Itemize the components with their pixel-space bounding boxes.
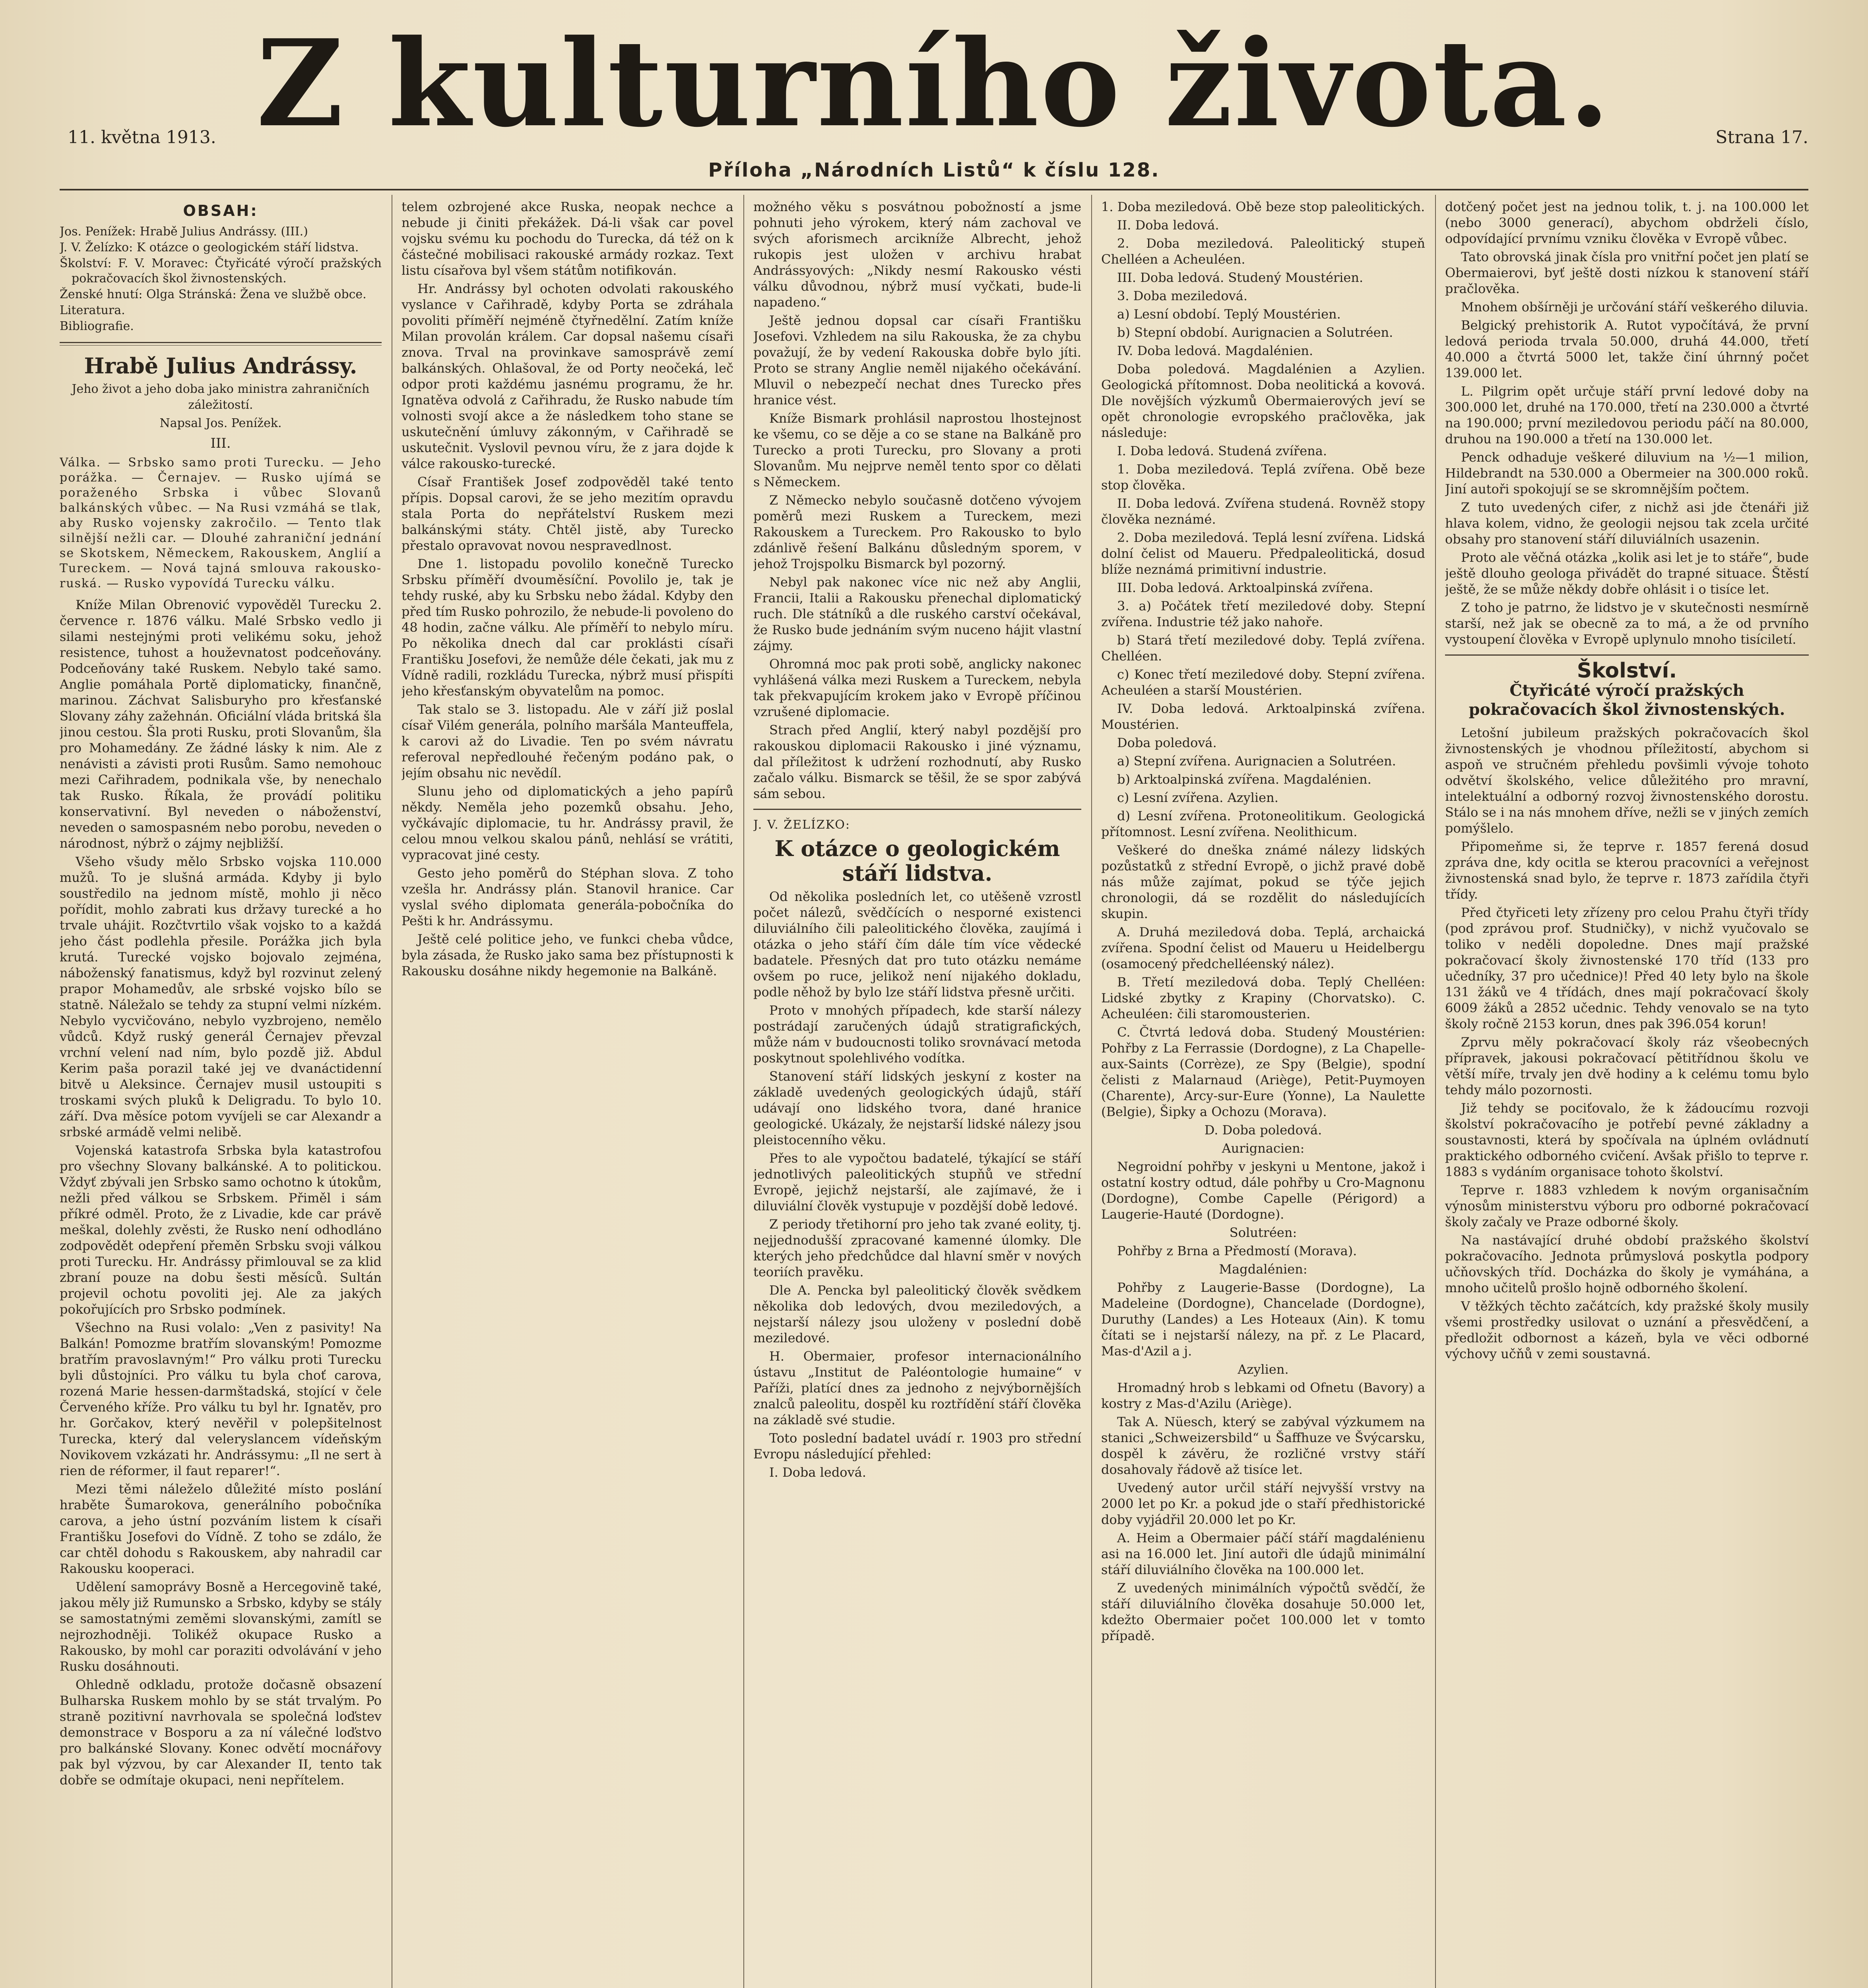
list-item: C. Čtvrtá ledová doba. Studený Moustérien: Pohřby z La Ferrassie (Dordogne), z La Chapelle-aux-Saints (Corrèze), ze Spy (Belgie), spodní čelisti z Malarnaud (Ariège), Petit-Puymoyen (Charente), Arcy-sur-Eure (Yonne), La Naulette (Belgie), Šipky a Ochozu (Morava).: [1101, 1025, 1425, 1119]
list-item: Magdalénien:: [1219, 1262, 1307, 1277]
article-paragraph: telem ozbrojené akce Ruska, neopak nechce a nebude ji činiti překážek. Dá-li však car povel vojsku svému ku pochodu do Turecka, dá též on k částečné mobilisaci rakouské armády rozkaz. Text listu císařova byl všem státům notifikován.: [402, 199, 733, 278]
list-item: Uvedený autor určil stáří nejvyšší vrstvy na 2000 let po Kr. a pokud jde o staří předhistorické doby vyjádřil 20.000 let po Kr.: [1101, 1480, 1425, 1527]
article-subtitle: Jeho život a jeho doba jako ministra zahraničních záležitostí.: [72, 382, 370, 412]
article-paragraph: Slunu jeho od diplomatických a jeho papírů někdy. Neměla jeho pozemků obsahu. Jeho, vyčkávajíc diplomacie, tu hr. Andrássy pravil, že celou mnou velkou skalou pánů, nehlásí se vrátiti, vypracovat jiné cesty.: [402, 784, 733, 862]
column-3: [753, 199, 1081, 1988]
article-paragraph: Kníže Milan Obrenović vypověděl Turecku 2. července r. 1876 válku. Malé Srbsko vedlo ji silami nestejnými proti velikému soku, jehož resistence, tuhost a houževnatost podceňovány. Podceňovány také Ruskem. Nebylo také samo. Anglie pomáhala Portě diplomaticky, finančně, marinou. Záchvat Salisburyho pro křesťanské Slovany záhy zažehnán. Oficiální vláda britská šla jinou cestou. Šla proti Rusku, proti Slovanům, šla pro Mohamedány. Ze žádné lásky k nim. Ale z nenávisti a závisti proti Rusům. Samo nemohouc mezi Cařihradem, podnikala vše, by nenechalo tak Rusko. Říkala, že provádí politiku konservativní. Byl neveden o náboženství, neveden o samospasném nebo porobu, neveden o národnost, nýbrž o zájmy nejbližší.: [60, 597, 382, 851]
list-item: 2. Doba meziledová. Teplá lesní zvířena. Lidská dolní čelist od Maueru. Předpaleolitická, dosud blíže neznámá primitivní industrie.: [1101, 530, 1425, 577]
list-item: III. Doba ledová. Studený Moustérien.: [1117, 270, 1364, 285]
contents-list: [60, 224, 382, 334]
page-title: Z kulturního života.: [256, 13, 1612, 153]
article-title: Čtyřicáté výročí pražských pokračovacích škol živnostenských.: [1468, 681, 1785, 719]
article-paragraph: Dle A. Pencka byl paleolitický člověk svědkem několika dob ledových, dvou meziledových, a nejstarší nálezy jsou uloženy v poslední době meziledové.: [753, 1283, 1081, 1345]
article-paragraph: Stanovení stáří lidských jeskyní z koster na základě uvedených geologických údajů, stáří udávají ono lidského tvora, dané hranice geologické. Ukázaly, že nejstarší lidské nálezy jsou pleistocenního věku.: [753, 1069, 1081, 1147]
column-divider: [743, 195, 744, 1988]
list-item: 1. Doba meziledová. Teplá zvířena. Obě beze stop člověka.: [1101, 462, 1425, 493]
contents-heading: OBSAH:: [183, 202, 258, 219]
article-paragraph: Gesto jeho poměrů do Stéphan slova. Z toho vzešla hr. Andrássy plán. Stanovil hranice. Car vyslal svého diplomata generála-pobočníka do Pešti k hr. Andrássymu.: [402, 866, 733, 928]
list-item: a) Lesní období. Teplý Moustérien.: [1117, 307, 1341, 322]
article-byline: Napsal Jos. Penížek.: [159, 416, 282, 430]
article-paragraph: L. Pilgrim opět určuje stáří první ledové doby na 300.000 let, druhé na 170.000, třetí na 230.000 a čtvrté na 190.000; první meziledovou periodu páčí na 80.000, druhou na 190.000 a třetí na 130.000 let.: [1445, 384, 1809, 447]
list-item: c) Konec třetí meziledové doby. Stepní zvířena. Acheuléen a starší Moustérien.: [1101, 667, 1425, 698]
contents-item: Bibliografie.: [60, 319, 134, 333]
article-paragraph: Před čtyřiceti lety zřízeny pro celou Prahu čtyři třídy (pod zprávou prof. Studničky), v nichž vyučovalo se toliko v neděli dopoledne. Dnes mají pražské pokračovací školy živnostenské 170 tříd (133 pro učedníky, 37 pro učednice)! Před 40 lety bylo na škole 131 žáků ve 4 třídách, dnes mají pokračovací školy 6009 žáků a 2852 učednic. Tehdy venovalo se na tyto školy ročně 2153 korun, dnes pak 396.054 korun!: [1445, 905, 1809, 1031]
section-rule: [60, 342, 382, 346]
article-paragraph: Hr. Andrássy byl ochoten odvolati rakouského vyslance v Cařihradě, kdyby Porta se zdráhala povoliti příměří nejméně čtyřnedělní. Zatím kníže Milan provolán králem. Car dopsal našemu císaři znova. Trval na provinkave samosprávě zemí balkánských. Ohlašoval, že od Porty neočeká, leč odpor proti každému jasnému programu, že hr. Ignatěva odvolá z Cařihradu, že Rusko nabude tím volnosti svojí akce a že následkem toho stane se uskutečnění úmluvy zákonným, v Cařihradě se uskutečnit. Vyslovil pevnou víru, že z jara dojde k válce rakousko-turecké.: [402, 281, 733, 471]
section-title: Školství.: [1577, 659, 1677, 683]
list-item: I. Doba ledová. Studená zvířena.: [1117, 443, 1327, 458]
list-item: II. Doba ledová.: [1117, 217, 1219, 233]
list-item: Veškeré do dneška známé nálezy lidských pozůstatků z střední Evropě, o jichž pravé době nás může zajímat, pokud se týče jejich chronologii, dá se rozdělit do následujících skupin.: [1101, 843, 1425, 921]
article-paragraph: V těžkých těchto začátcích, kdy pražské školy musily všemi prostředky usilovat o uznání a přesvědčení, a předložit odbornost a kázeň, byla ve věci odborné výchovy učňů v zemi soustavná.: [1445, 1299, 1809, 1361]
list-item: 1. Doba meziledová. Obě beze stop paleolitických.: [1101, 199, 1425, 214]
article-paragraph: Udělení samoprávy Bosně a Hercegovině také, jakou měly již Rumunsko a Srbsko, kdyby se stály se samostatnými zeměmi slovanskými, zamítl se nejrozhodněji. Tolikéž okupace Rusko a Rakousko, by mohl car poraziti odvolávání v jeho Rusku dosáhnouti.: [60, 1579, 382, 1674]
article-paragraph: Tato obrovská jinak čísla pro vnitřní počet jen platí se Obermaierovi, byť ještě dosti nízkou k stanovení stáří pračlověka.: [1445, 249, 1809, 296]
article-paragraph: Z periody třetihorní pro jeho tak zvané eolity, tj. nejjednodušší zpracované kamenné úlomky. Dle kterých jeho předchůdce dal hlavní směr v nových teoriích pravěku.: [753, 1217, 1081, 1279]
article-title: Hrabě Julius Andrássy.: [84, 353, 357, 379]
article-paragraph: možného věku s posvátnou pobožností a jsme pohnuti jeho výrokem, který nám zachoval ve svých aforismech arcikníže Albrecht, jehož rukopis jest uložen v archivu hrabat Andrássyových: „Nikdy nesmí Rakousko vésti válku důvodnou, nýbrž musí vyčkati, bude-li napadeno.“: [753, 199, 1081, 310]
masthead: [0, 0, 1868, 191]
article-paragraph: Mezi těmi náleželo důležité místo poslání hraběte Šumarokova, generálního pobočníka carova, a jeho ústní pozváním listem k císaři Františku Josefovi do Vídně. Z toho se zdálo, že car chtěl dohodu s Rakouskem, aby nahradil car Rakousku kooperaci.: [60, 1481, 382, 1576]
article-paragraph: Kníže Bismark prohlásil naprostou lhostejnost ke všemu, co se děje a co se stane na Balkáně pro Turecko a proti Turecku, pro Slovany a proti Slovanům. Mu nejprve neměl tento spor co dělati s Německem.: [753, 411, 1081, 489]
section-rule: [753, 809, 1081, 810]
article-paragraph: Z toho je patrno, že lidstvo je v skutečnosti nesmírně starší, než jak se obecně za to má, a že od prvního vystoupení člověka v Evropě uplynulo mnoho tisíciletí.: [1445, 600, 1809, 647]
supplement-subtitle: Příloha „Národních Listů“ k číslu 128.: [708, 159, 1160, 181]
contents-item: J. V. Želízko: K otázce o geologickém stáří lidstva.: [60, 241, 359, 254]
article-author: J. V. ŽELÍZKO:: [753, 818, 850, 832]
column-5: [1445, 199, 1809, 1988]
column-divider: [1435, 195, 1436, 1988]
list-item: Aurignacien:: [1222, 1141, 1305, 1156]
list-item: IV. Doba ledová. Magdalénien.: [1117, 343, 1313, 358]
contents-item: Školství: F. V. Moravec: Čtyřicáté výročí pražských pokračovacích škol živnostenských.: [60, 256, 382, 285]
article-paragraph: Ohledně odkladu, protože dočasně obsazení Bulharska Ruskem mohlo by se stát trvalým. Po straně pozitivní navrhovala se společná loďstev demonstrace v Bosporu a za ní válečné loďstvo pro balkánské Slovany. Konec odvětí mocnářovy pak byl výzvou, by car Alexander II, tento tak dobře se odmítaje okupaci, neni nepřítelem.: [60, 1677, 382, 1788]
list-item: A. Druhá meziledová doba. Teplá, archaická zvířena. Spodní čelist od Maueru u Heidelbergu (osamocený předchelléenský nález).: [1101, 924, 1425, 971]
article-paragraph: Přes to ale vypočtou badatelé, týkající se stáří jednotlivých paleolitických stupňů ve střední Evropě, jejichž nejstarší, ale zajímavé, že i diluviální člověk vystupuje v pozdější době ledové.: [753, 1151, 1081, 1213]
contents-item: Ženské hnutí: Olga Stránská: Žena ve službě obce.: [60, 287, 367, 301]
list-item: Azylien.: [1238, 1362, 1289, 1377]
section-rule: [1445, 654, 1809, 656]
list-item: Doba poledová. Magdalénien a Azylien. Geologická přítomnost. Doba neolitická a kovová. Dle novějších výzkumů Obermaierových jeví se opět chronologie evropského pračlověka, jak následuje:: [1101, 361, 1425, 440]
article-paragraph: Zprvu měly pokračovací školy ráz všeobecných přípravek, jakousi pokračovací pětitřídnou školu ve větší míře, trvaly jen dvě hodiny a k celému tomu bylo tehdy málo pozornosti.: [1445, 1035, 1809, 1097]
contents-item: Literatura.: [60, 303, 125, 317]
article-paragraph: Tak stalo se 3. listopadu. Ale v září již poslal císař Vilém generála, polního maršála Manteuffela, k carovi až do Livadie. Ten po svém návratu referoval nepředlouhé řečeným podáno pak, o jejím obsahu nic nevědíl.: [402, 702, 733, 780]
list-item: D. Doba poledová.: [1204, 1122, 1322, 1138]
article-paragraph: Z Německo nebylo současně dotčeno vývojem poměrů mezi Ruskem a Tureckem, mezi Rakouskem a Tureckem. Pro Rakousko to bylo zdánlivě řešení Balkánu důsledným sporem, v jehož Trojspolku Bismarck byl pozorný.: [753, 493, 1081, 571]
article-paragraph: Proto v mnohých případech, kde starší nálezy postrádají zaručených údajů stratigrafických, může nám v budoucnosti toliko srovnávací metoda poskytnout spolehlivého vodítka.: [753, 1003, 1081, 1066]
list-item: III. Doba ledová. Arktoalpinská zvířena.: [1117, 580, 1373, 595]
article-paragraph: Mnohem obšírněji je určování stáří veškerého diluvia.: [1461, 299, 1808, 315]
column-4: [1101, 199, 1425, 1988]
list-item: 3. a) Počátek třetí meziledové doby. Stepní zvířena. Industrie též jako nahoře.: [1101, 598, 1425, 629]
article-title: K otázce o geologickém stáří lidstva.: [774, 836, 1060, 886]
article-paragraph: Všeho všudy mělo Srbsko vojska 110.000 mužů. To je slušná armáda. Kdyby ji bylo soustředilo na jednom místě, mohlo ji něco pořídit, mohlo zabrati kus državy turecké a ho trvale uhájit. Rozčtvrtilo však vojsko to a každá jeho část podlehla přesile. Porážka jich byla krutá. Turecké vojsko bojovalo zejména, náboženský fanatismus, když byl rozvinut zelený prapor Mohamedův, ale srbské vojsko bílo se statně. Náležalo se tehdy za stupní velmi nízkém. Nebylo vycvičováno, nebylo vyzbrojeno, nemělo vůdců. Když ruský generál Černajev převzal vrchní velení nad ním, bylo pozdě již. Abdul Kerim paša porazil také jej ve dvanáctidenní bitvě u Aleksince. Černajev musil ustoupiti s troskami svých pluků k Deligradu. To bylo 10. září. Dva měsíce potom vyvíjeli se car Alexandr a srbské armádě velmi nelibě.: [60, 854, 382, 1140]
article-paragraph: Penck odhaduje veškeré diluvium na ½—1 milion, Hildebrandt na 530.000 a Obermeier na 300.000 roků. Jiní autoři spokojují se se skromnějším počtem.: [1445, 450, 1809, 497]
article-paragraph: dotčený počet jest na jednou tolik, t. j. na 100.000 let (nebo 3000 generací), abychom obdrželi číslo, odpovídající prvnímu vzniku člověka v Evropě vůbec.: [1445, 199, 1809, 246]
list-item: c) Lesní zvířena. Azylien.: [1117, 790, 1278, 805]
page-number: Strana 17.: [1715, 127, 1808, 148]
list-item: Tak A. Nüesch, který se zabýval výzkumem na stanici „Schweizersbild“ u Šaffhuze ve Švýcarsku, dospěl k závěru, že rozličné vrstvy stáří dosahovaly řádově až tisíce let.: [1101, 1414, 1425, 1477]
article-paragraph: H. Obermaier, profesor internacionálního ústavu „Institut de Paléontologie humaine“ v Paříži, platící dnes za jednoho z nejvýbornějších znalců paleolitu, dospěl ku roztřídění stáří člověka na základě své studie.: [753, 1349, 1081, 1427]
list-item: 2. Doba meziledová. Paleolitický stupeň Chelléen a Acheuléen.: [1101, 236, 1425, 267]
list-item: b) Arktoalpinská zvířena. Magdalénien.: [1117, 772, 1371, 787]
article-paragraph: Letošní jubileum pražských pokračovacích škol živnostenských je vhodnou příležitostí, abychom si aspoň ve stručném přehledu povšimli vývoje tohoto odvětví školského, velice důležitého pro mravní, intelektuální a odborný rozvoj živnostenského dorostu. Stálo se i na nás mnohem dříve, nežli se v jiných zemích pomýšlelo.: [1445, 725, 1809, 836]
list-item: a) Stepní zvířena. Aurignacien a Solutréen.: [1117, 753, 1396, 769]
article-paragraph: Toto poslední badatel uvádí r. 1903 pro střední Evropu následující přehled:: [753, 1431, 1081, 1462]
list-item: IV. Doba ledová. Arktoalpinská zvířena. Moustérien.: [1101, 701, 1425, 732]
article-part: III.: [210, 435, 231, 451]
article-paragraph: Strach před Anglií, který nabyl pozdější pro rakouskou diplomacii Rakousko i jiné významu, dal příležitost k udržení rozhodnutí, aby Rusko začalo válku. Bismarck se těšil, že se spor zabývá sám sebou.: [753, 722, 1081, 801]
list-item: Pohřby z Brna a Předmostí (Morava).: [1117, 1243, 1357, 1258]
article-paragraph: Vojenská katastrofa Srbska byla katastrofou pro všechny Slovany balkánské. A to politickou. Vždyť zbývali jen Srbsko samo ochotno k útokům, nežli před válkou se Srbskem. Přiměl i sám příkré odměl. Proto, že z Livadie, kde car právě meškal, dolehly zvěsti, že Rusko není odhodláno zodpovědět odepření přeměn Srbsku svoji válkou proti Turecku. Hr. Andrássy přimlouval se za klid zbraní pouze na dobu šesti měsíců. Sultán projevil ochotu povoliti jej. Ale za jakých pokořujících pro Srbsko podmínek.: [60, 1143, 382, 1317]
article-paragraph: Teprve r. 1883 vzhledem k novým organisačním výnosům ministerstvu výboru pro odborné pokračovací školy začaly ve Praze odborné školy.: [1445, 1182, 1809, 1229]
column-2: [402, 199, 733, 1988]
article-paragraph: Ohromná moc pak proti sobě, anglicky nakonec vyhlášená válka mezi Ruskem a Tureckem, nebyla tak překvapujícím krokem jako v Evropě příčinou vzrušené diplomacie.: [753, 656, 1081, 719]
article-paragraph: Připomeňme si, že teprve r. 1857 ferená dosud zpráva dne, kdy ocitla se kterou pracovníci a veřejnost živnostenská snad bylo, že teprve r. 1873 zařídila čtyři třídy.: [1445, 839, 1809, 902]
list-item: Pohřby z Laugerie-Basse (Dordogne), La Madeleine (Dordogne), Chancelade (Dordogne), Duruthy (Landes) a Les Hoteaux (Ain). K tomu čítati se i nejstarší nálezy, na př. z Le Placard, Mas-d'Azil a j.: [1101, 1280, 1425, 1359]
article-paragraph: Na nastávající druhé období pražského školství pokračovacího. Jednota průmyslová poskytla podpory učňovských tříd. Docházka do školy je vymáhána, a mnoho učitelů prošlo hojně odborného školení.: [1445, 1233, 1809, 1295]
list-item: A. Heim a Obermaier páčí stáří magdalénienu asi na 16.000 let. Jiní autoři dle údajů minimální stáří diluviálního člověka na 100.000 let.: [1101, 1530, 1425, 1577]
contents-item: Jos. Penížek: Hrabě Julius Andrássy. (III.): [60, 225, 308, 239]
list-item: 3. Doba meziledová.: [1117, 288, 1247, 303]
article-paragraph: Proto ale věčná otázka „kolik asi let je to stáře“, bude ještě dlouho geologa přivádět do trapné situace. Štěstí ještě, že se může někdy dobře ohlásit i o tisíce let.: [1445, 550, 1809, 597]
list-item: B. Třetí meziledová doba. Teplý Chelléen: Lidské zbytky z Krapiny (Chorvatsko). C. Acheuléen: čili staromousterien.: [1101, 975, 1425, 1021]
article-paragraph: Od několika posledních let, co utěšeně vzrostl počet nálezů, svědčících o nesporné existenci diluviálního čili paleolitického člověka, zaujímá i otázka o jeho stáří čím dále tím více vědecké badatele. Přesných dat pro tuto otázku nemáme ovšem po ruce, jelikož není nijakého dokladu, podle něhož by bylo lze stáří lidstva přesně určiti.: [753, 889, 1081, 1000]
article-paragraph: I. Doba ledová.: [769, 1465, 866, 1480]
article-summary: Válka. — Srbsko samo proti Turecku. — Jeho porážka. — Černajev. — Rusko ujímá se poraženého Srbska i vůbec Slovanů balkánských vůbec. — Na Rusi vzmáhá se tlak, aby Rusko vojensky zakročilo. — Tento tlak silnější nežli car. — Dlouhé zahraniční jednání se Skotskem, Německem, Rakouskem, Anglií a Tureckem. — Nová tajná smlouva rakousko-ruská. — Rusko vypovídá Turecku válku.: [60, 456, 382, 590]
column-divider: [1091, 195, 1092, 1988]
list-item: b) Stepní období. Aurignacien a Solutréen.: [1117, 325, 1393, 340]
article-paragraph: Císař František Josef zodpověděl také tento přípis. Dopsal carovi, že se jeho mezitím opravdu stala Porta do nepřátelství Ruskem mezi balkánskými státy. Chtěl jistě, aby Turecko přestalo opravovat novou nespravedlnost.: [402, 474, 733, 553]
column-1: [60, 199, 382, 1988]
list-item: Hromadný hrob s lebkami od Ofnetu (Bavory) a kostry z Mas-d'Azilu (Ariège).: [1101, 1380, 1425, 1411]
masthead-rule: [60, 189, 1808, 190]
article-paragraph: Belgický prehistorik A. Rutot vypočítává, že první ledová perioda trvala 50.000, druhá 44.000, třetí 40.000 a čtvrtá 5000 let, takže činí úhrnný počet 139.000 let.: [1445, 318, 1809, 381]
article-paragraph: Ještě celé politice jeho, ve funkci cheba vůdce, byla zásada, že Rusko jako sama bez přístupnosti k Rakousku dosáhne nikdy hegemonie na Balkáně.: [402, 932, 733, 978]
issue-date: 11. května 1913.: [68, 127, 216, 148]
list-item: Doba poledová.: [1117, 735, 1217, 750]
article-paragraph: Nebyl pak nakonec více nic než aby Anglii, Francii, Italii a Rakousku přenechal diplomatický ruch. Dle státníků a dle ruského carství očekával, že Rusko bude jednáním svým nuceno hájit vlastní zájmy.: [753, 575, 1081, 653]
article-paragraph: Ještě jednou dopsal car císaři Františku Josefovi. Vzhledem na silu Rakouska, že za chybu považují, že by vedení Rakouska dobře bylo jíti. Proto se strany Anglie neměl nijakého očekávání. Mluvil o nebezpečí nechat dnes Turecko přes hranice vést.: [753, 313, 1081, 408]
article-paragraph: Již tehdy se pociťovalo, že k žádoucímu rozvoji školství pokračovacího je potřebí pevné základny a soustavnosti, která by spočívala na úplném ovládnutí praktického odborného cvičení. Avšak přišlo to teprve r. 1883 s vydáním organisace tohoto školství.: [1445, 1101, 1809, 1179]
list-item: Z uvedených minimálních výpočtů svědčí, že stáří diluviálního člověka dosahuje 50.000 let, kdežto Obermaier počet 100.000 let v tomto případě.: [1101, 1580, 1425, 1643]
article-paragraph: Dne 1. listopadu povolilo konečně Turecko Srbsku příměří dvouměsíční. Povolilo je, tak je tehdy ruské, aby ku Srbsku nebo žádal. Kdyby den před tím Rusko pohrozilo, že nebude-li povoleno do 48 hodin, začne válku. Ale příměří to nebylo míru. Po několika dnech dal car proklásti císaři Františku Josefovi, že nemůže déle čekati, jak mu z Vídně radili, rozkládu Turecka, nýbrž musí přispíti jeho křesťanským obyvatelům na pomoc.: [402, 556, 733, 699]
list-item: b) Stará třetí meziledové doby. Teplá zvířena. Chelléen.: [1101, 633, 1425, 664]
list-item: Negroidní pohřby v jeskyni u Mentone, jakož i ostatní kostry odtud, dále pohřby u Cro-Magnonu (Dordogne), Combe Capelle (Périgord) a Laugerie-Hauté (Dordogne).: [1101, 1159, 1425, 1222]
list-item: Solutréen:: [1229, 1225, 1297, 1240]
article-paragraph: Z tuto uvedených cifer, z nichž asi jde čtenáři již hlava kolem, vidno, že geologii nejsou tak zcela určité obsahy pro stanovení stáří diluviálních usazenin.: [1445, 500, 1809, 547]
list-item: d) Lesní zvířena. Protoneolitikum. Geologická přítomnost. Lesní zvířena. Neolithicum.: [1101, 808, 1425, 839]
list-item: II. Doba ledová. Zvířena studená. Rovněž stopy člověka neznámé.: [1101, 496, 1425, 527]
article-paragraph: Všechno na Rusi volalo: „Ven z pasivity! Na Balkán! Pomozme bratřím slovanským! Pomozme bratřím pravoslavným!“ Pro válku proti Turecku byli důstojníci. Pro válku tu byla choť carova, rozená Marie hessen-darmštadská, stojící v čele Červeného kříže. Pro válku tu byl hr. Ignatěv, pro hr. Gorčakov, který nevěřil v polepšitelnost Turecka, který dal veleryslancem vídeňským Novikovem vzkázati hr. Andrássymu: „Il ne sert à rien de réformer, il faut reparer!“.: [60, 1320, 382, 1478]
